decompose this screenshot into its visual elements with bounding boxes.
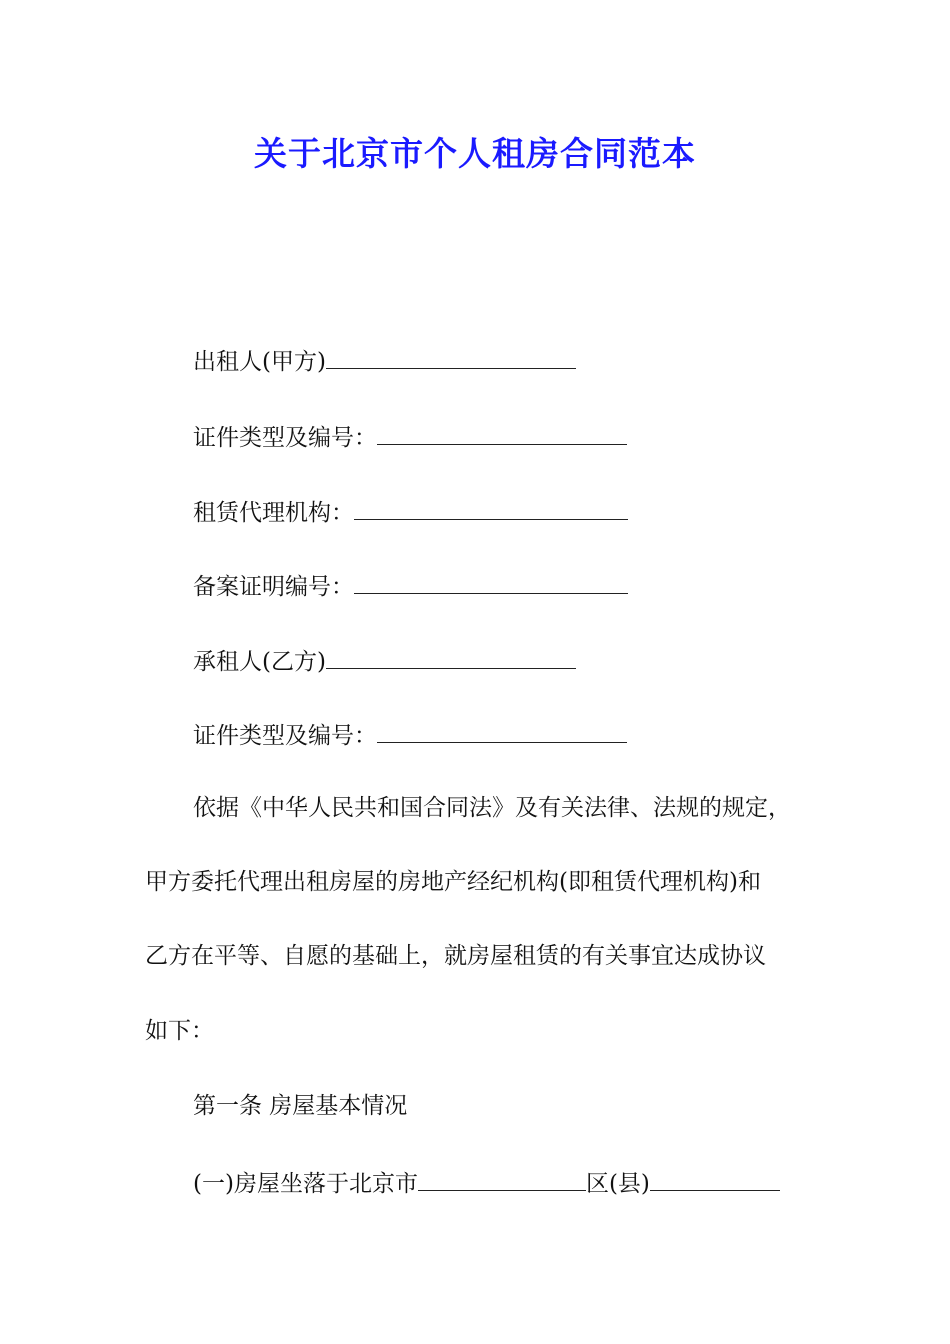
district-blank[interactable]: [418, 1166, 586, 1191]
field-label: 备案证明编号：: [193, 574, 354, 600]
field-label: 出租人(甲方): [193, 349, 326, 375]
preamble-line: 乙方在平等、自愿的基础上，就房屋租赁的有关事宜达成协议: [145, 943, 766, 969]
location-line: [193, 1166, 780, 1199]
fill-in-blank[interactable]: [377, 718, 627, 743]
lessee-field: [193, 644, 576, 677]
location-prefix: (一)房屋坐落于北京市: [193, 1171, 418, 1197]
preamble-line: 依据《中华人民共和国合同法》及有关法律、法规的规定，: [193, 795, 791, 821]
field-label: 证件类型及编号：: [193, 723, 377, 749]
field-label: 承租人(乙方): [193, 649, 326, 675]
field-label: 租赁代理机构：: [193, 500, 354, 526]
preamble-line: 如下：: [145, 1018, 214, 1044]
lessee-id-field: [193, 718, 627, 751]
preamble-line: 甲方委托代理出租房屋的房地产经纪机构(即租赁代理机构)和: [145, 869, 761, 895]
agency-field: [193, 495, 628, 528]
lessor-field: [193, 344, 576, 377]
article-heading: 第一条 房屋基本情况: [193, 1093, 408, 1119]
address-blank[interactable]: [650, 1166, 780, 1191]
fill-in-blank[interactable]: [326, 644, 576, 669]
fill-in-blank[interactable]: [354, 569, 628, 594]
document-title: 关于北京市个人租房合同范本: [254, 134, 696, 173]
fill-in-blank[interactable]: [377, 420, 627, 445]
lessor-id-field: [193, 420, 627, 453]
fill-in-blank[interactable]: [326, 344, 576, 369]
field-label: 证件类型及编号：: [193, 425, 377, 451]
fill-in-blank[interactable]: [354, 495, 628, 520]
location-district-label: 区(县): [585, 1171, 650, 1197]
filing-number-field: [193, 569, 628, 602]
